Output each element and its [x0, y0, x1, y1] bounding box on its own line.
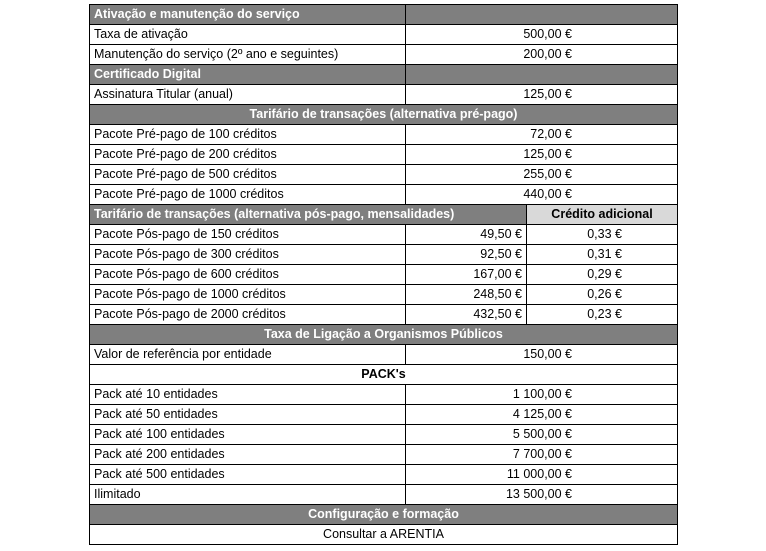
row-label: Pacote Pré-pago de 100 créditos: [90, 125, 406, 145]
table-row: [90, 405, 678, 425]
row-extra-value: 0,33 €: [527, 225, 678, 245]
row-label: Pacote Pós-pago de 150 créditos: [90, 225, 406, 245]
row-label: Manutenção do serviço (2º ano e seguintes): [90, 45, 406, 65]
table-row: [90, 245, 678, 265]
header-fill: [406, 65, 678, 85]
section-header-row: [90, 505, 678, 525]
section-header-row: [90, 365, 678, 385]
table-row: [90, 125, 678, 145]
price-table: [89, 4, 678, 545]
row-value: 5 500,00 €: [406, 425, 678, 445]
activation-header: Ativação e manutenção do serviço: [90, 5, 406, 25]
row-value: 72,00 €: [406, 125, 678, 145]
table-row: [90, 225, 678, 245]
row-extra-value: 0,23 €: [527, 305, 678, 325]
row-label: Taxa de ativação: [90, 25, 406, 45]
row-label: Pack até 200 entidades: [90, 445, 406, 465]
table-row: [90, 305, 678, 325]
row-value: 11 000,00 €: [406, 465, 678, 485]
table-row: [90, 85, 678, 105]
row-value: 432,50 €: [406, 305, 527, 325]
table-row: [90, 45, 678, 65]
section-header-row: [90, 65, 678, 85]
row-label: Ilimitado: [90, 485, 406, 505]
row-label: Pacote Pós-pago de 1000 créditos: [90, 285, 406, 305]
row-value: 500,00 €: [406, 25, 678, 45]
section-header-row: [90, 325, 678, 345]
row-value: 200,00 €: [406, 45, 678, 65]
row-value: 248,50 €: [406, 285, 527, 305]
table-row: [90, 285, 678, 305]
public-bodies-header: Taxa de Ligação a Organismos Públicos: [90, 325, 678, 345]
row-value: 49,50 €: [406, 225, 527, 245]
row-label: Pacote Pós-pago de 600 créditos: [90, 265, 406, 285]
row-label: Pacote Pós-pago de 2000 créditos: [90, 305, 406, 325]
row-value: 1 100,00 €: [406, 385, 678, 405]
row-label: Pacote Pré-pago de 1000 créditos: [90, 185, 406, 205]
config-header: Configuração e formação: [90, 505, 678, 525]
row-extra-value: 0,26 €: [527, 285, 678, 305]
section-header-row: [90, 205, 678, 225]
table-row: [90, 465, 678, 485]
postpaid-header: Tarifário de transações (alternativa pós-pago, mensalidades): [90, 205, 527, 225]
row-value: 4 125,00 €: [406, 405, 678, 425]
row-label: Valor de referência por entidade: [90, 345, 406, 365]
row-value: 125,00 €: [406, 85, 678, 105]
row-value: 167,00 €: [406, 265, 527, 285]
row-value: 255,00 €: [406, 165, 678, 185]
section-header-row: [90, 5, 678, 25]
table-row: [90, 525, 678, 545]
row-label: Pacote Pré-pago de 200 créditos: [90, 145, 406, 165]
row-label: Pack até 500 entidades: [90, 465, 406, 485]
table-row: [90, 485, 678, 505]
packs-header: PACK's: [90, 365, 678, 385]
table-row: [90, 185, 678, 205]
row-value: 92,50 €: [406, 245, 527, 265]
table-row: [90, 165, 678, 185]
row-extra-value: 0,29 €: [527, 265, 678, 285]
row-label: Pacote Pós-pago de 300 créditos: [90, 245, 406, 265]
row-label: Pack até 100 entidades: [90, 425, 406, 445]
table-row: [90, 145, 678, 165]
table-row: [90, 445, 678, 465]
section-header-row: [90, 105, 678, 125]
row-value: 7 700,00 €: [406, 445, 678, 465]
row-label: Pacote Pré-pago de 500 créditos: [90, 165, 406, 185]
row-label: Assinatura Titular (anual): [90, 85, 406, 105]
table-row: [90, 385, 678, 405]
row-value: 13 500,00 €: [406, 485, 678, 505]
table-row: [90, 345, 678, 365]
row-value: 125,00 €: [406, 145, 678, 165]
certificate-header: Certificado Digital: [90, 65, 406, 85]
row-value: 150,00 €: [406, 345, 678, 365]
config-text: Consultar a ARENTIA: [90, 525, 678, 545]
row-label: Pack até 50 entidades: [90, 405, 406, 425]
row-value: 440,00 €: [406, 185, 678, 205]
table-row: [90, 425, 678, 445]
header-fill: [406, 5, 678, 25]
table-row: [90, 265, 678, 285]
row-label: Pack até 10 entidades: [90, 385, 406, 405]
table-row: [90, 25, 678, 45]
row-extra-value: 0,31 €: [527, 245, 678, 265]
prepaid-header: Tarifário de transações (alternativa pré-pago): [90, 105, 678, 125]
additional-credit-header: Crédito adicional: [527, 205, 678, 225]
